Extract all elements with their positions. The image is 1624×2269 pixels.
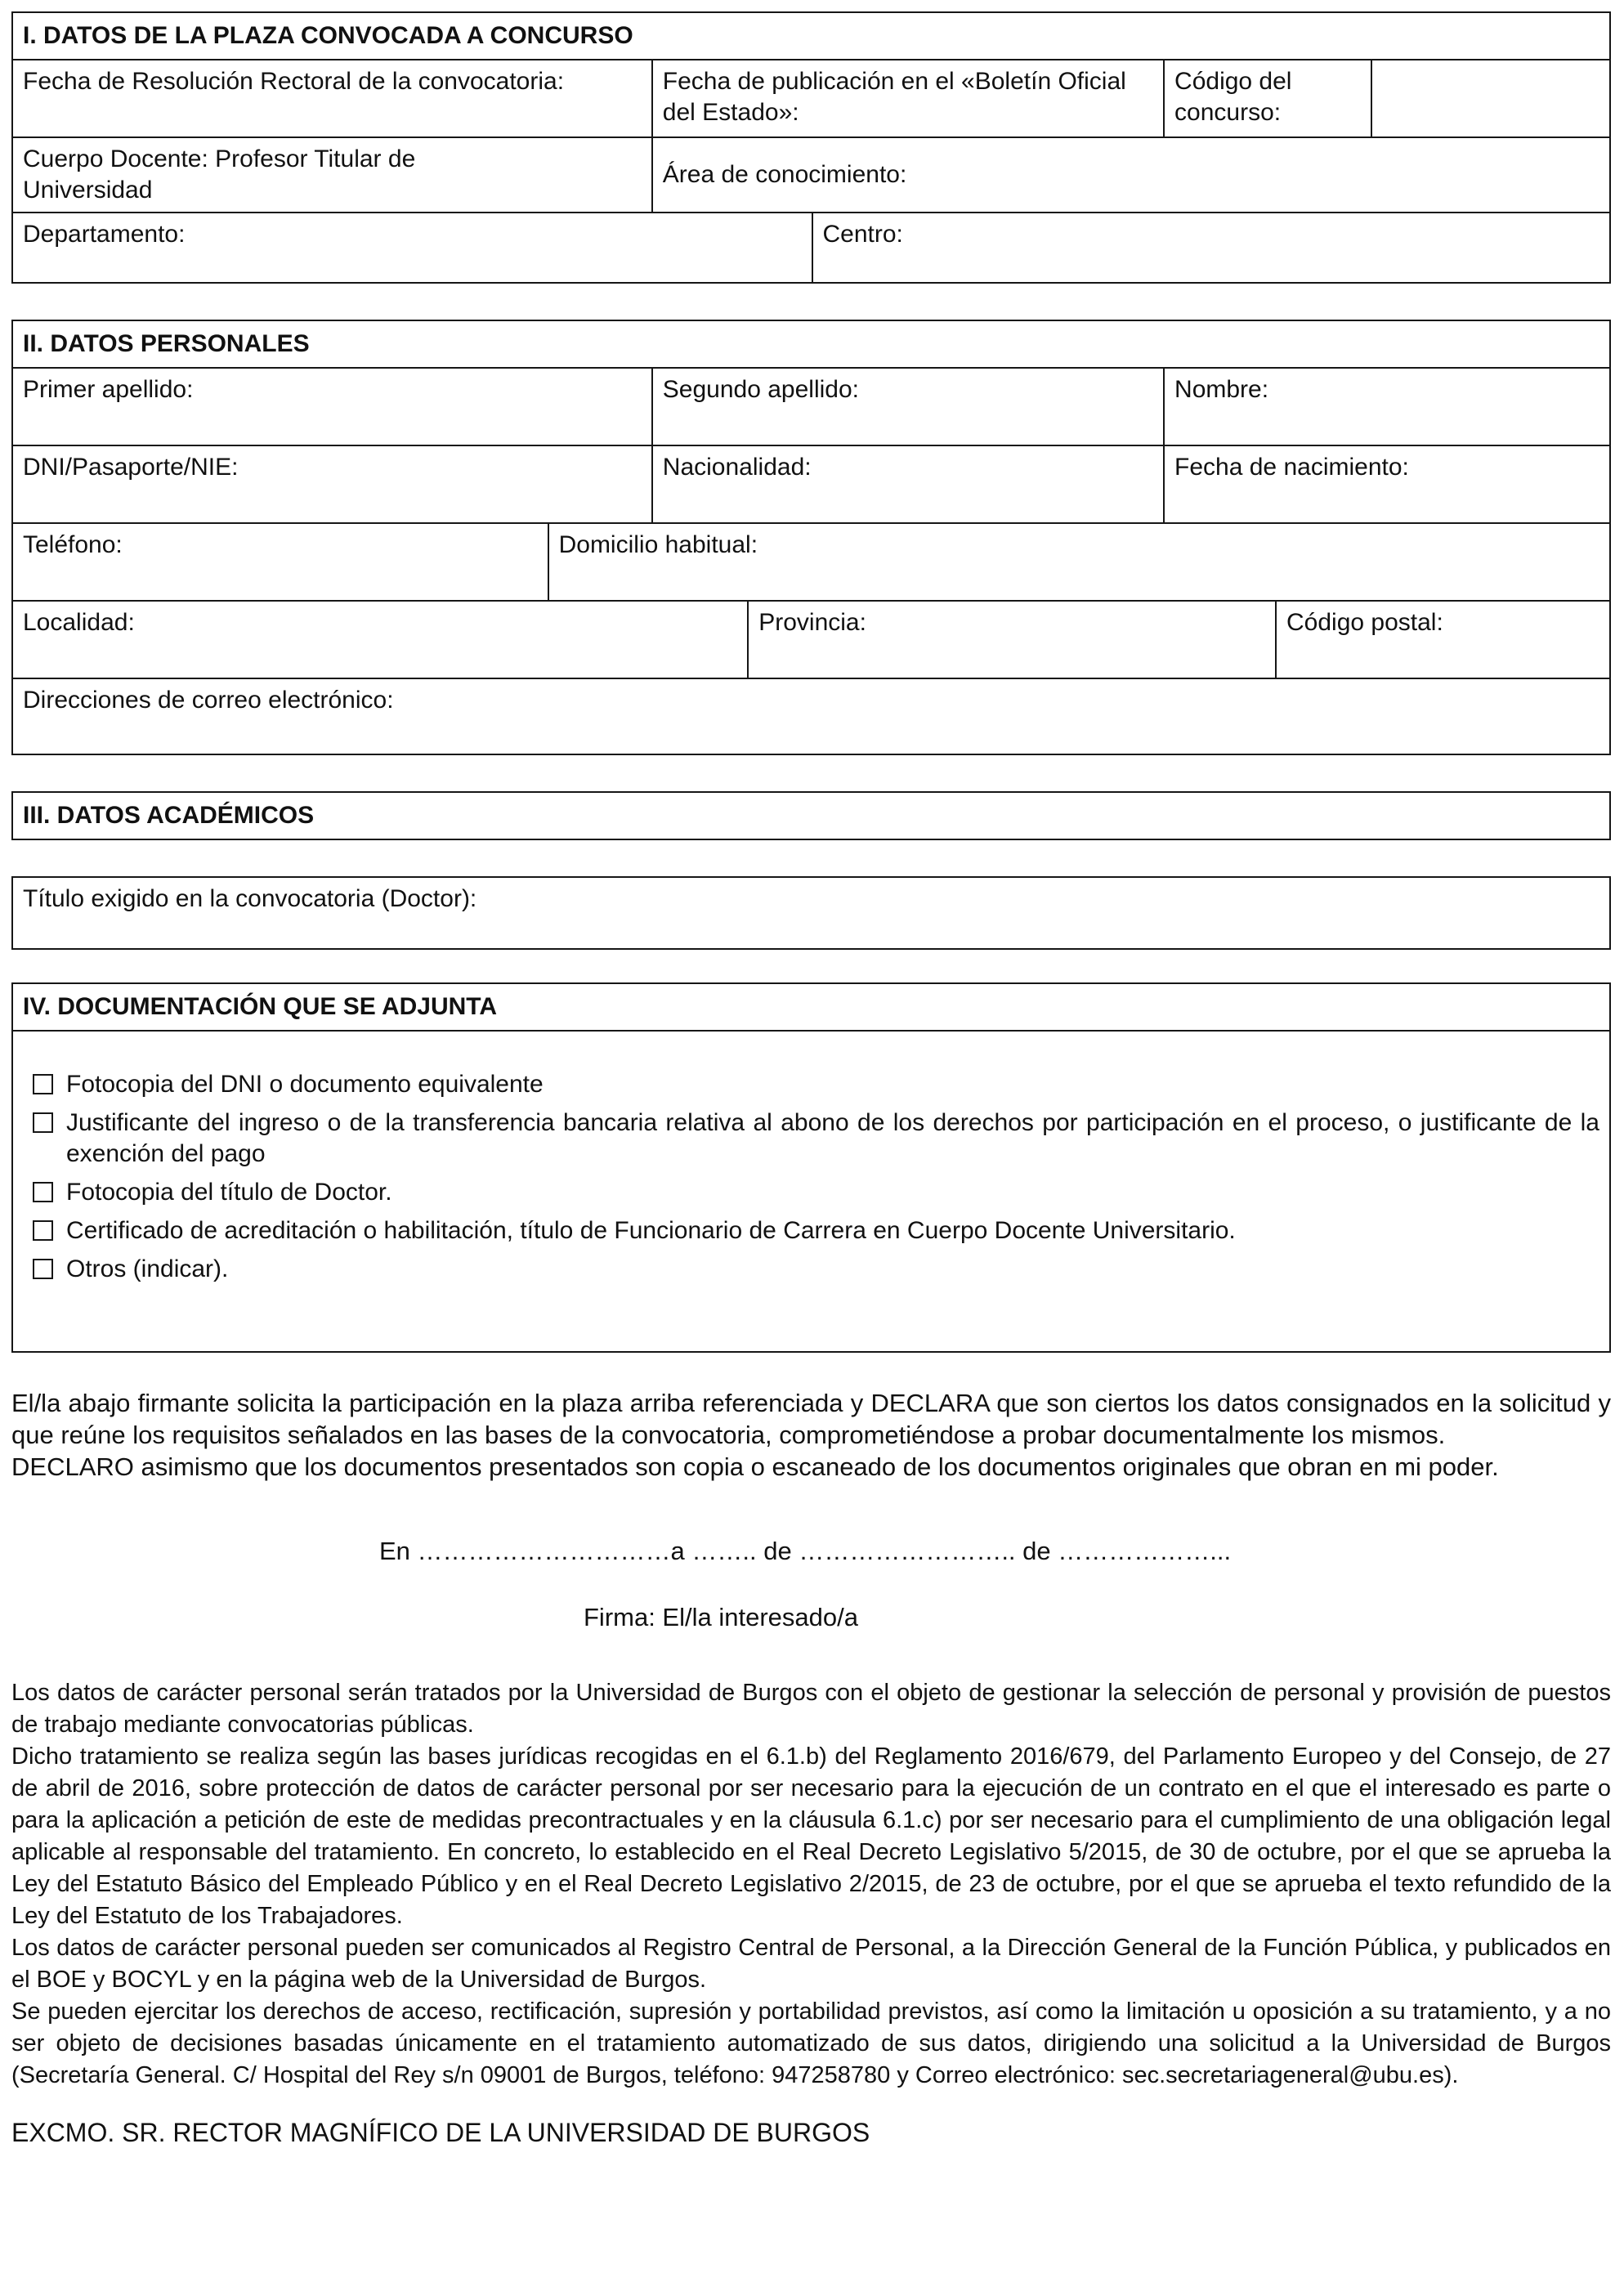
section3-field-band: [11, 876, 1611, 950]
addressee-heading: EXCMO. SR. RECTOR MAGNÍFICO DE LA UNIVERSIDAD DE BURGOS: [11, 2118, 870, 2147]
field-telefono[interactable]: [11, 522, 548, 600]
doc-item-justificante: [33, 1108, 1599, 1170]
doc-item-label: Fotocopia del DNI o documento equivalente: [66, 1071, 544, 1098]
privacy-paragraph-3: Los datos de carácter personal pueden ser comunicados al Registro Central de Personal, a la Dirección General de la Función Pública, y publicados en el BOE y BOCYL y en la página web de la Universidad de Burgos.: [11, 1935, 1611, 1993]
date-line: En …………………………a …….. de …………………….. de ………………...: [379, 1537, 1232, 1565]
field-label: Fecha de Resolución Rectoral de la convocatoria:: [23, 68, 565, 95]
field-label: Código del concurso:: [1174, 68, 1292, 126]
field-label: Segundo apellido:: [662, 376, 860, 403]
doc-item-otros: [33, 1254, 1599, 1285]
field-label: Nombre:: [1174, 376, 1269, 403]
table-row: [11, 59, 1611, 136]
field-segundo-apellido[interactable]: [651, 367, 1163, 445]
section1-table: [11, 11, 1611, 284]
table-row: [11, 136, 1611, 212]
field-dni[interactable]: [11, 445, 651, 522]
doc-item-dni: [33, 1069, 1599, 1100]
section2-title: [11, 320, 1611, 367]
field-cuerpo-docente[interactable]: [11, 136, 651, 212]
field-primer-apellido[interactable]: [11, 367, 651, 445]
field-departamento[interactable]: [11, 212, 812, 284]
field-label: Departamento:: [23, 221, 186, 248]
table-row: [11, 876, 1611, 950]
doc-item-label: Justificante del ingreso o de la transferencia bancaria relativa al abono de los derechos por participación en el proceso, o justificante de la exención del pago: [66, 1109, 1599, 1167]
checkbox-icon[interactable]: [33, 1220, 53, 1241]
doc-item-certificado: [33, 1215, 1599, 1246]
checkbox-icon[interactable]: [33, 1259, 53, 1279]
doc-item-titulo-doctor: [33, 1177, 1599, 1208]
table-row: [11, 367, 1611, 445]
privacy-notice: [11, 1677, 1611, 2092]
field-label: Cuerpo Docente: Profesor Titular de Universidad: [23, 145, 416, 204]
checkbox-icon[interactable]: [33, 1112, 53, 1133]
field-correo[interactable]: [11, 678, 1611, 755]
section4-title: [11, 982, 1611, 1030]
field-label: Teléfono:: [23, 531, 123, 558]
table-row: [11, 11, 1611, 59]
field-localidad[interactable]: [11, 600, 747, 678]
doc-item-label: Certificado de acreditación o habilitación, título de Funcionario de Carrera en Cuerpo Docente Universitario.: [66, 1217, 1236, 1244]
field-codigo-concurso-input[interactable]: [1371, 59, 1611, 136]
table-row: [11, 320, 1611, 367]
section-title-text: I. DATOS DE LA PLAZA CONVOCADA A CONCURSO: [23, 22, 633, 49]
field-label: Localidad:: [23, 609, 135, 636]
field-nombre[interactable]: [1163, 367, 1611, 445]
section3-title: [11, 791, 1611, 840]
field-fecha-resolucion[interactable]: [11, 59, 651, 136]
field-label: Fecha de nacimiento:: [1174, 454, 1409, 481]
section-title-text: II. DATOS PERSONALES: [23, 330, 310, 357]
section1-title: [11, 11, 1611, 59]
doc-item-label: Fotocopia del título de Doctor.: [66, 1179, 392, 1206]
table-row: [11, 1030, 1611, 1353]
field-fecha-publicacion[interactable]: [651, 59, 1163, 136]
field-label: Título exigido en la convocatoria (Doctor):: [23, 885, 477, 912]
field-provincia[interactable]: [747, 600, 1275, 678]
doc-checklist: [11, 1030, 1611, 1353]
field-nacionalidad[interactable]: [651, 445, 1163, 522]
field-label: Centro:: [822, 221, 903, 248]
table-row: [11, 678, 1611, 755]
field-titulo-exigido[interactable]: [11, 876, 1611, 950]
doc-item-label: Otros (indicar).: [66, 1255, 229, 1282]
section2-table: [11, 320, 1611, 755]
field-fecha-nacimiento[interactable]: [1163, 445, 1611, 522]
checkbox-icon[interactable]: [33, 1182, 53, 1202]
privacy-paragraph-4: Se pueden ejercitar los derechos de acceso, rectificación, supresión y portabilidad previstos, así como la limitación u oposición a su tratamiento, y a no ser objeto de decisiones basadas únicamente en el tratamiento automatizado de sus datos, dirigiendo una solicitud a la Universidad de Burgos (Secretaría General. C/ Hospital del Rey s/n 09001 de Burgos, teléfono: 947258780 y Correo electrónico: sec.secretariageneral@ubu.es).: [11, 1998, 1611, 2088]
table-row: [11, 600, 1611, 678]
section-title-text: IV. DOCUMENTACIÓN QUE SE ADJUNTA: [23, 993, 498, 1020]
table-row: [11, 791, 1611, 840]
table-row: [11, 445, 1611, 522]
checkbox-icon[interactable]: [33, 1074, 53, 1094]
section-title-text: III. DATOS ACADÉMICOS: [23, 802, 315, 829]
field-label: Domicilio habitual:: [558, 531, 758, 558]
table-row: [11, 212, 1611, 284]
field-label: Provincia:: [758, 609, 866, 636]
table-row: [11, 522, 1611, 600]
declaration-paragraph-2: DECLARO asimismo que los documentos presentados son copia o escaneado de los documentos originales que obran en mi poder.: [11, 1452, 1499, 1481]
signature-line: Firma: El/la interesado/a: [584, 1603, 858, 1631]
privacy-paragraph-1: Los datos de carácter personal serán tratados por la Universidad de Burgos con el objeto de gestionar la selección de personal y provisión de puestos de trabajo mediante convocatorias públicas.: [11, 1680, 1611, 1738]
privacy-paragraph-2: Dicho tratamiento se realiza según las bases jurídicas recogidas en el 6.1.b) del Reglamento 2016/679, del Parlamento Europeo y del Consejo, de 27 de abril de 2016, sobre protección de datos de carácter personal por ser necesario para la ejecución de un contrato en el que el interesado es parte o para la aplicación a petición de este de medidas precontractuales y en la cláusula 6.1.c) por ser necesario para el cumplimiento de una obligación legal aplicable al responsable del tratamiento. En concreto, lo establecido en el Real Decreto Legislativo 5/2015, de 30 de octubre, por el que se aprueba la Ley del Estatuto Básico del Empleado Público y en el Real Decreto Legislativo 2/2015, de 23 de octubre, por el que se aprueba el texto refundido de la Ley del Estatuto de los Trabajadores.: [11, 1743, 1611, 1929]
table-row: [11, 982, 1611, 1030]
field-label: DNI/Pasaporte/NIE:: [23, 454, 239, 481]
field-label: Área de conocimiento:: [662, 161, 907, 188]
field-codigo-postal[interactable]: [1275, 600, 1611, 678]
field-codigo-concurso-label: [1163, 59, 1371, 136]
declaration-block: [11, 1387, 1611, 1483]
field-label: Direcciones de correo electrónico:: [23, 687, 394, 714]
section4-table: [11, 982, 1611, 1353]
field-area-conocimiento[interactable]: [651, 136, 1611, 212]
field-label: Fecha de publicación en el «Boletín Oficial del Estado»:: [662, 68, 1126, 126]
field-label: Código postal:: [1286, 609, 1443, 636]
field-domicilio[interactable]: [548, 522, 1611, 600]
section3-title-band: [11, 791, 1611, 840]
field-centro[interactable]: [812, 212, 1612, 284]
declaration-paragraph-1: El/la abajo firmante solicita la participación en la plaza arriba referenciada y DECLARA que son ciertos los datos consignados en la solicitud y que reúne los requisitos señalados en las bases de la convocatoria, comprometiéndose a probar documentalmente los mismos.: [11, 1389, 1611, 1449]
field-label: Nacionalidad:: [662, 454, 812, 481]
field-label: Primer apellido:: [23, 376, 194, 403]
